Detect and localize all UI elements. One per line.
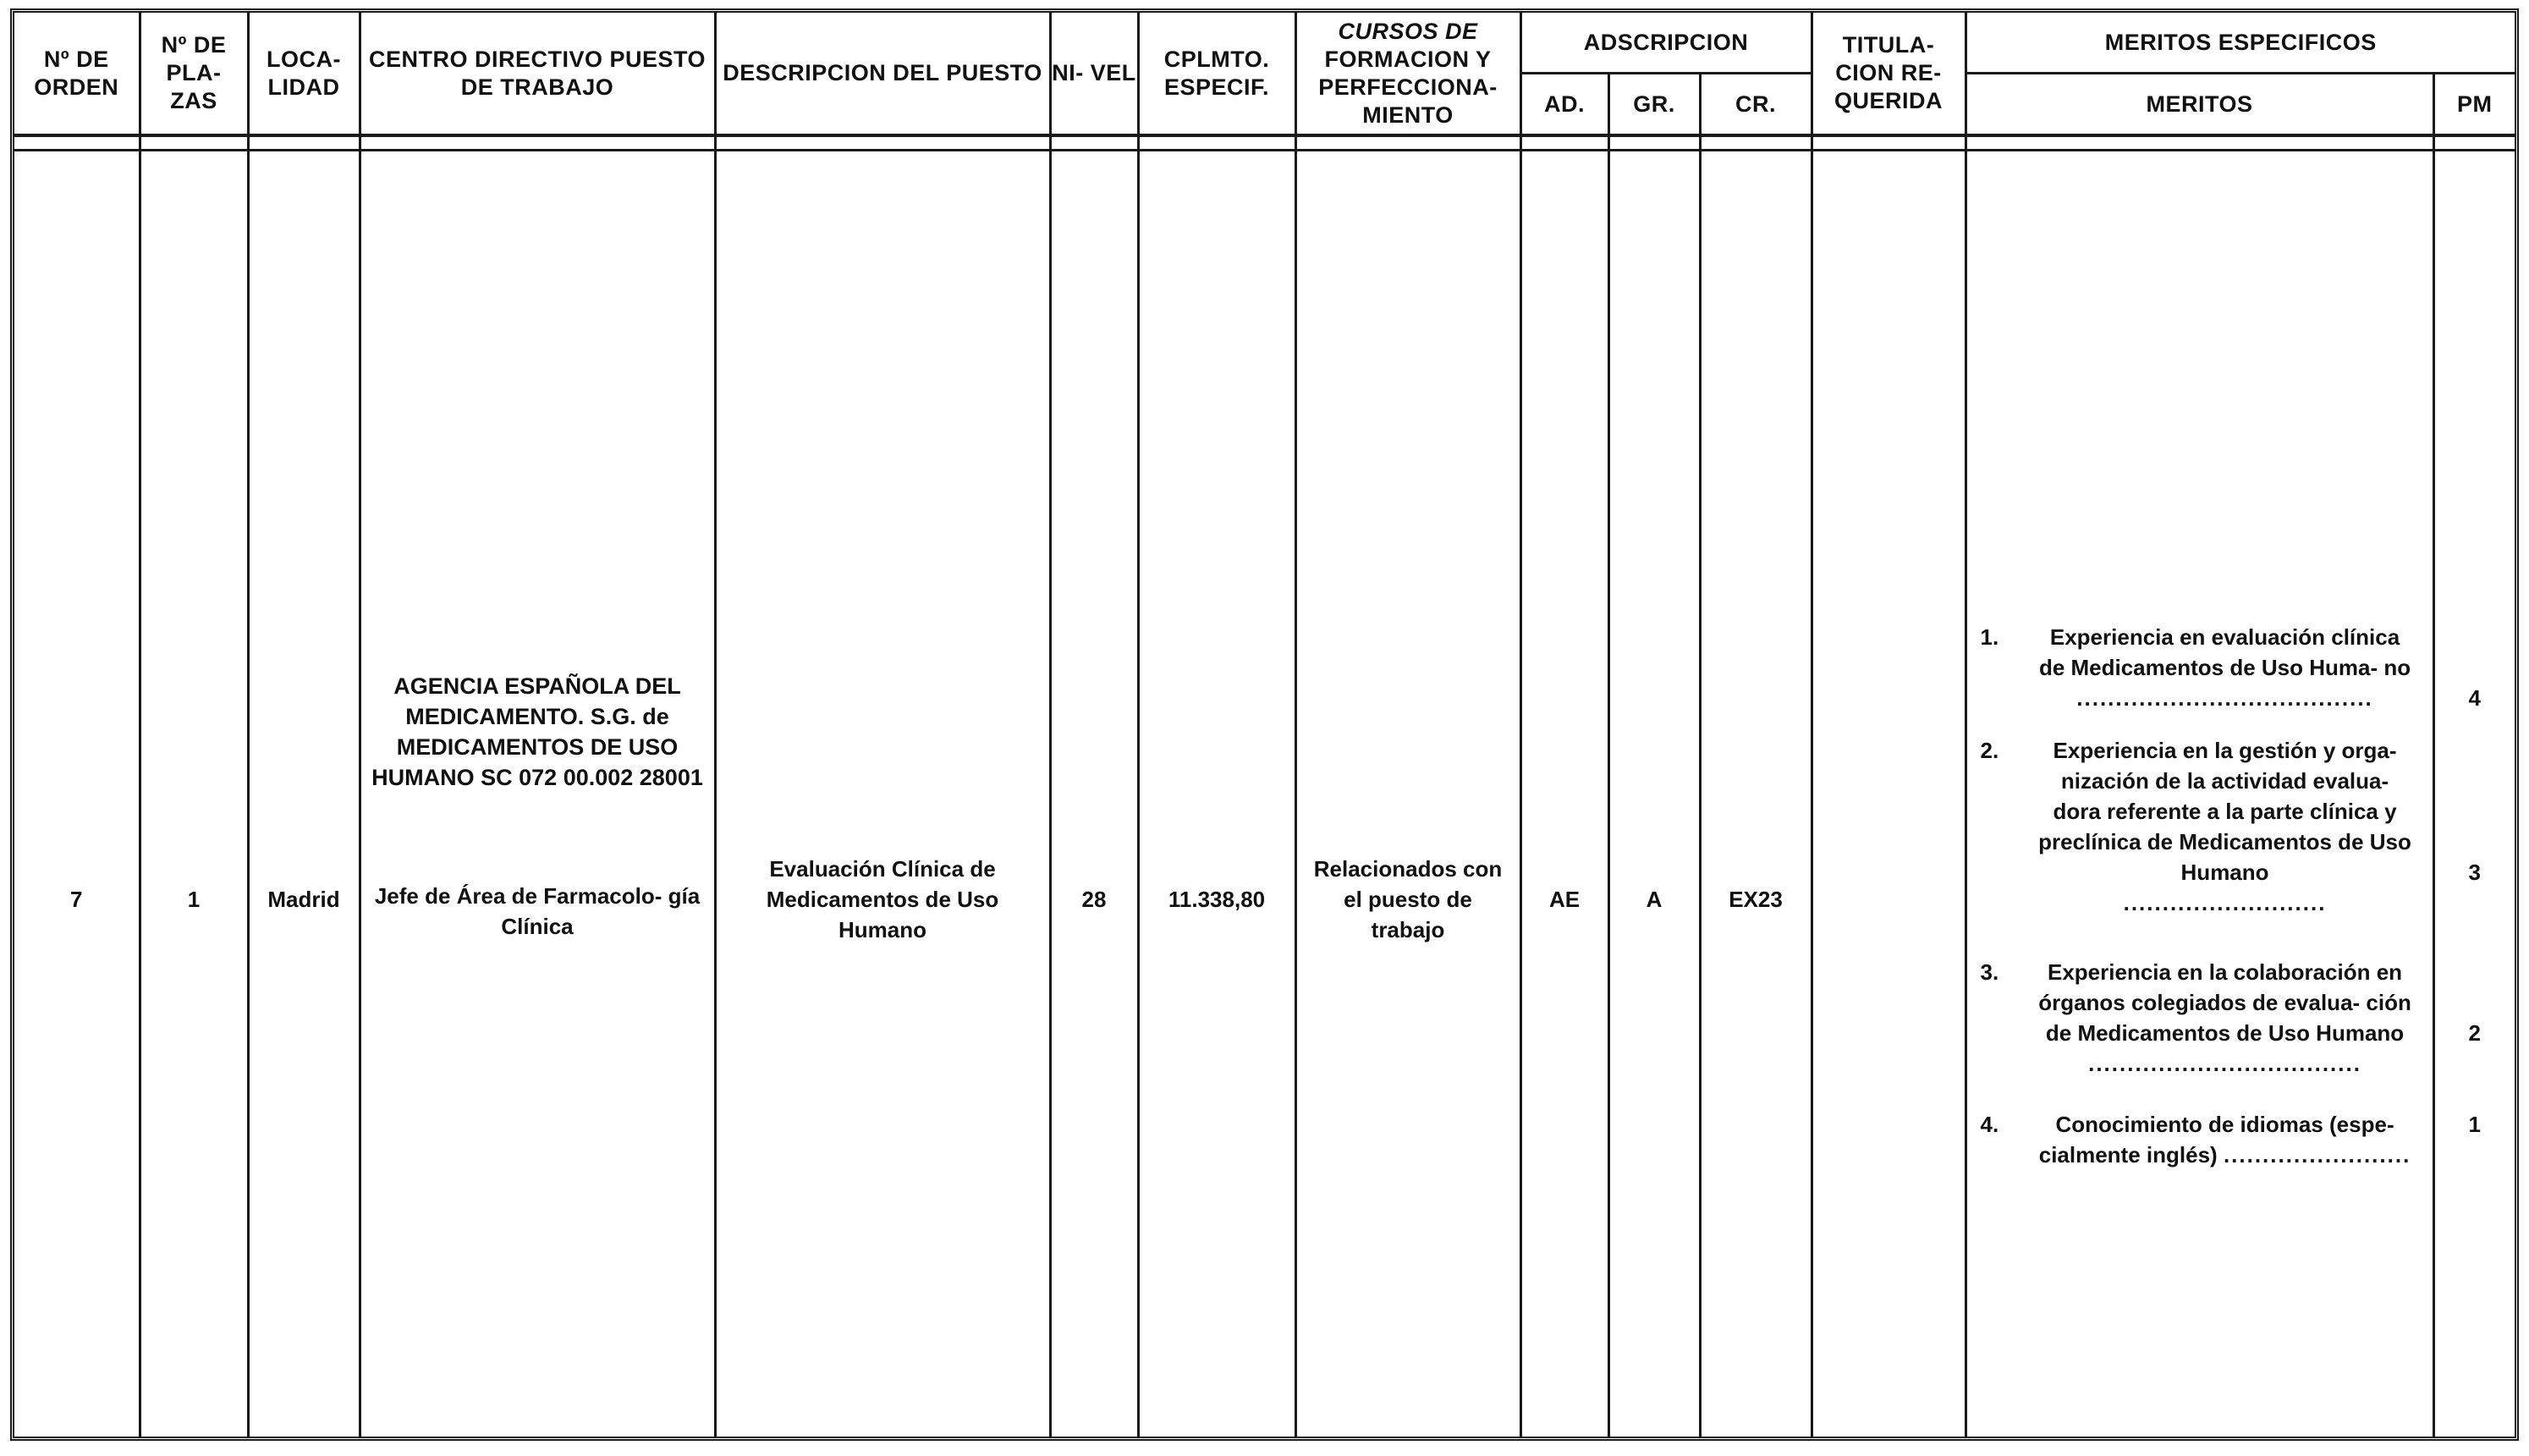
nivel-value: 28 (1081, 886, 1107, 912)
cell-descripcion (715, 151, 1050, 1437)
merit-leader-dots: ...................................... (2076, 684, 2373, 711)
merit-item-4 (1967, 1109, 2433, 1177)
organismo-text: AGENCIA ESPAÑOLA DEL MEDICAMENTO. S.G. de MEDICAMENTOS DE USO HUMANO SC 072 00.002 28001 (371, 673, 703, 790)
titulacion-value (1813, 893, 1965, 899)
merit-text: Conocimiento de idiomas (espe- cialmente inglés) (2038, 1111, 2394, 1168)
cell-cursos (1295, 151, 1520, 1437)
cell-gr (1608, 151, 1700, 1437)
cell-meritos (1965, 151, 2433, 1437)
descripcion-text: Evaluación Clínica de Medicamentos de Uso Humano (766, 855, 999, 942)
merit-item-3 (1967, 957, 2433, 1109)
plazas-value: 1 (187, 886, 201, 912)
cursos-text: Relacionados con el puesto de trabajo (1313, 855, 1503, 942)
cr-value: EX23 (1729, 886, 1783, 912)
header-localidad: LOCA- LIDAD (248, 13, 360, 135)
header-orden: Nº DE ORDEN (14, 13, 140, 135)
cell-plazas (140, 151, 248, 1437)
pm-value-2: 3 (2468, 859, 2482, 885)
pm-value-3: 2 (2468, 1019, 2482, 1046)
puesto-text: Jefe de Área de Farmacolo- gía Clínica (374, 882, 701, 939)
cell-cplmto (1138, 151, 1295, 1437)
header-cplmto: CPLMTO. ESPECIF. (1138, 13, 1295, 135)
merit-item-2 (1967, 735, 2433, 957)
cell-titulacion (1812, 151, 1965, 1437)
header-plazas: Nº DE PLA- ZAS (140, 13, 248, 135)
merit-number: 3. (1980, 959, 1999, 985)
cell-localidad (248, 151, 360, 1437)
header-cursos (1295, 13, 1520, 135)
header-titulacion: TITULA- CION RE- QUERIDA (1812, 13, 1965, 135)
merit-text: Experiencia en la colaboración en órganos colegiados de evalua- ción de Medicamentos de Uso Humano (2038, 959, 2411, 1046)
orden-value: 7 (70, 886, 83, 912)
header-descripcion: DESCRIPCION DEL PUESTO (715, 13, 1050, 135)
table-row (14, 151, 2515, 1437)
cplmto-value: 11.338,80 (1168, 886, 1266, 912)
header-separator (14, 135, 2515, 151)
vacancy-table (14, 13, 2515, 1437)
cell-centro (360, 151, 715, 1437)
header-gr: GR. (1608, 74, 1700, 136)
header-ad: AD. (1520, 74, 1608, 136)
merit-number: 2. (1980, 737, 1999, 763)
pm-value-4: 1 (2468, 1111, 2482, 1137)
header-cursos-rest: FORMACION Y PERFECCIONA- MIENTO (1318, 46, 1498, 128)
cell-orden (14, 151, 140, 1437)
merit-text: Experiencia en evaluación clínica de Medicamentos de Uso Huma- no (2038, 624, 2411, 680)
merit-number: 1. (1980, 624, 1999, 650)
ad-value: AE (1548, 886, 1581, 912)
cell-nivel (1050, 151, 1138, 1437)
pm-value-1: 4 (2468, 684, 2482, 711)
merit-number: 4. (1980, 1111, 1999, 1137)
localidad-value: Madrid (267, 886, 340, 912)
cell-ad (1520, 151, 1608, 1437)
header-meritos-especificos: MERITOS ESPECIFICOS (1965, 13, 2515, 74)
merit-leader-dots: ........................ (2223, 1141, 2411, 1168)
gr-value: A (1646, 886, 1663, 912)
merit-item-1 (1967, 622, 2433, 735)
cell-pm (2433, 151, 2515, 1437)
header-cr: CR. (1700, 74, 1812, 136)
header-cursos-italic: CURSOS DE (1338, 18, 1478, 44)
header-pm: PM (2433, 74, 2515, 136)
header-row-1 (14, 13, 2515, 74)
header-meritos: MERITOS (1965, 74, 2433, 136)
merit-text: Experiencia en la gestión y orga- nización de la actividad evalua- dora referente a la parte clínica y preclínica de Medicamentos de Uso Humano (2038, 737, 2411, 885)
cell-cr (1700, 151, 1812, 1437)
header-nivel: NI- VEL (1050, 13, 1138, 135)
document-sheet (10, 8, 2519, 1441)
merit-leader-dots: ................................... (2088, 1050, 2361, 1076)
merit-leader-dots: .......................... (2123, 889, 2327, 915)
header-centro: CENTRO DIRECTIVO PUESTO DE TRABAJO (360, 13, 715, 135)
header-adscripcion: ADSCRIPCION (1520, 13, 1812, 74)
